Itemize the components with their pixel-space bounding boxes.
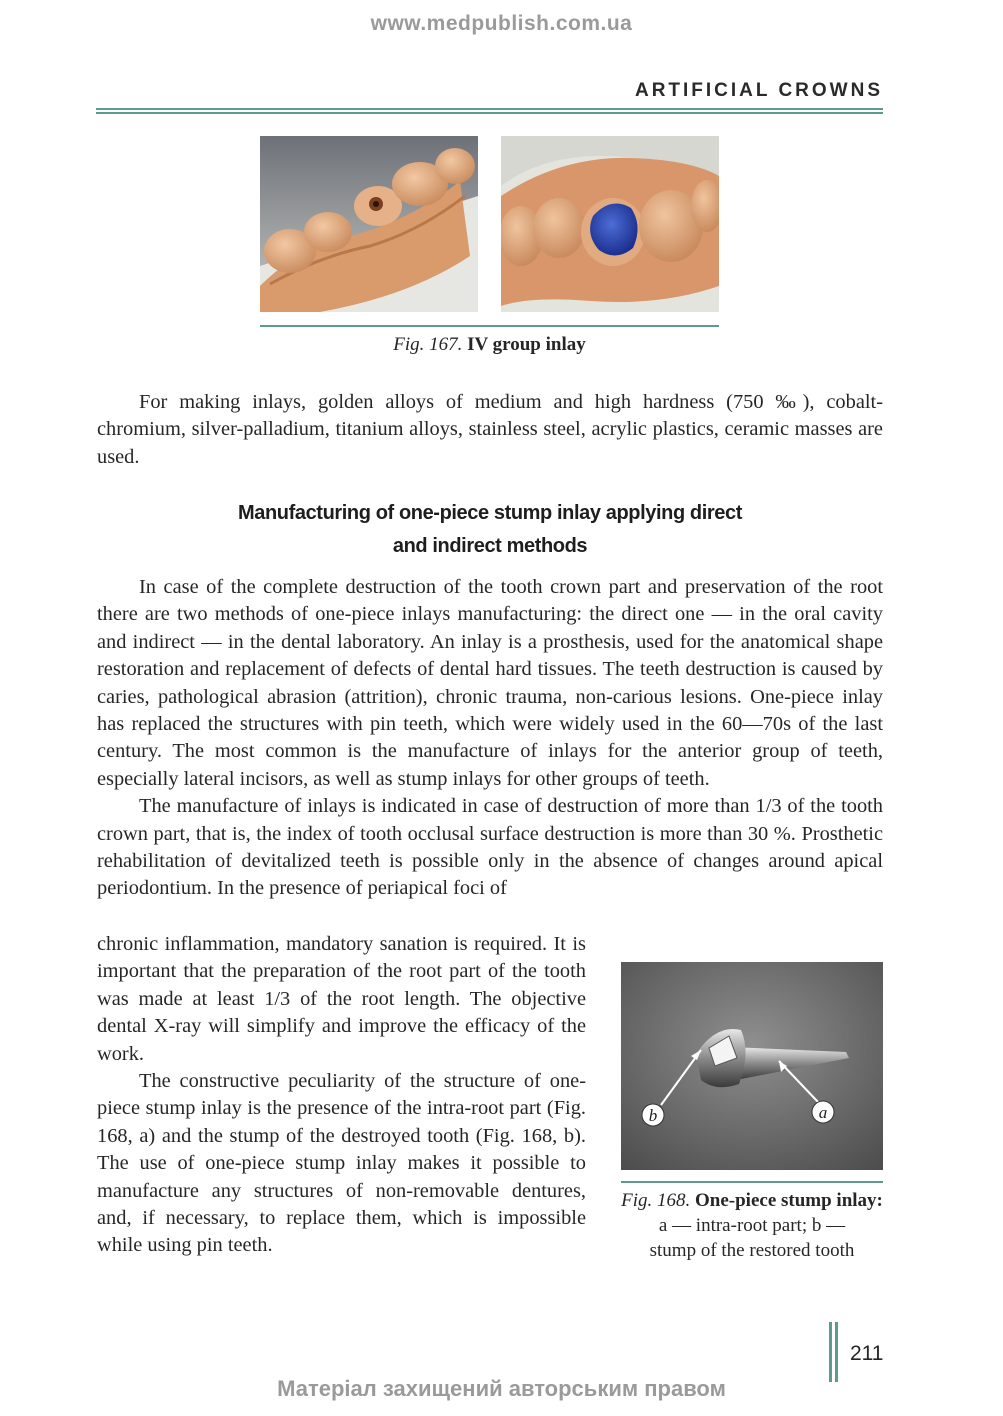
section-heading-line-1: Manufacturing of one-piece stump inlay applying direct [237, 502, 742, 524]
figure-168-legend-line-2: stump of the restored tooth [649, 1240, 855, 1261]
narrow-text-block [97, 931, 586, 1260]
paragraph-2: In case of the complete destruction of the tooth crown part and preservation of the root there are two methods of one-piece inlays manufacturing: the direct one — in the oral cavity and indirect — in the dental laboratory. An inlay is a prosthesis, used for the anatomical shape restoration and replacement of defects of dental hard tissues. The teeth destruction is caused by caries, pathological abrasion (attrition), chronic trauma, non-carious lesions. One-piece inlay has replaced the structures with pin teeth, which were widely used in the 60—70s of the last century. The most common is the manufacture of inlays for the anterior group of teeth, especially lateral incisors, as well as stump inlays for other groups of teeth. [97, 576, 883, 790]
paragraph-4: The constructive peculiarity of the structure of one-piece stump inlay is the presence of the intra-root part (Fig. 168, a) and the stump of the destroyed tooth (Fig. 168, b). The use of one-piece stump inlay makes it possible to manufacture any structures of non-removable dentures, and, if necessary, to replace them, which is impossible while using pin teeth. [97, 1070, 586, 1257]
paragraph-materials [97, 389, 883, 471]
paragraph-3: The manufacture of inlays is indicated in case of destruction of more than 1/3 of the tooth crown part, that is, the index of tooth occlusal surface destruction is more than 30 %. Prosthetic rehabilitation of devitalized teeth is possible only in the absence of changes around apical periodontium. In the presence of periapical foci of [97, 795, 883, 900]
figure-168-photo [621, 962, 883, 1170]
figure-168-label-b: b [648, 1106, 658, 1125]
running-head: ARTIFICIAL CROWNS [634, 80, 883, 101]
figure-167-photo-right [501, 136, 719, 312]
figure-168-rule [621, 1181, 883, 1183]
header-double-rule [96, 108, 883, 115]
figure-168-legend-line-1: a — intra-root part; b — [658, 1215, 846, 1236]
figure-167-rule [260, 325, 719, 327]
copyright-watermark: Матеріал захищений авторським правом [277, 1376, 726, 1401]
page-number-bar-inner [835, 1322, 838, 1382]
figure-167-number: Fig. 167. [393, 334, 463, 355]
watermark-url: www.medpublish.com.ua [370, 12, 633, 35]
figure-168-number: Fig. 168. [621, 1190, 691, 1211]
main-text-block [97, 574, 883, 903]
figure-167-title: IV group inlay [467, 334, 586, 355]
figure-167-photo-left [260, 136, 478, 312]
paragraph-1: For making inlays, golden alloys of medium and high hardness (750 ‰), cobalt-chromium, silver-palladium, titanium alloys, stainless steel, acrylic plastics, ceramic masses are used. [97, 391, 883, 468]
figure-168-label-a: a [818, 1103, 828, 1122]
paragraph-3-continued: chronic inflammation, mandatory sanation is required. It is important that the preparation of the root part of the tooth was made at least 1/3 of the root length. The objective dental X-ray will simplify and improve the efficacy of the work. [97, 933, 586, 1065]
figure-167-caption [260, 334, 719, 356]
figure-168-caption [621, 1188, 883, 1263]
page-number-bar [829, 1322, 832, 1382]
section-heading [97, 497, 883, 563]
section-heading-line-2: and indirect methods [392, 535, 588, 557]
figure-168-title: One-piece stump inlay: [695, 1190, 883, 1211]
page-number: 211 [850, 1342, 884, 1365]
